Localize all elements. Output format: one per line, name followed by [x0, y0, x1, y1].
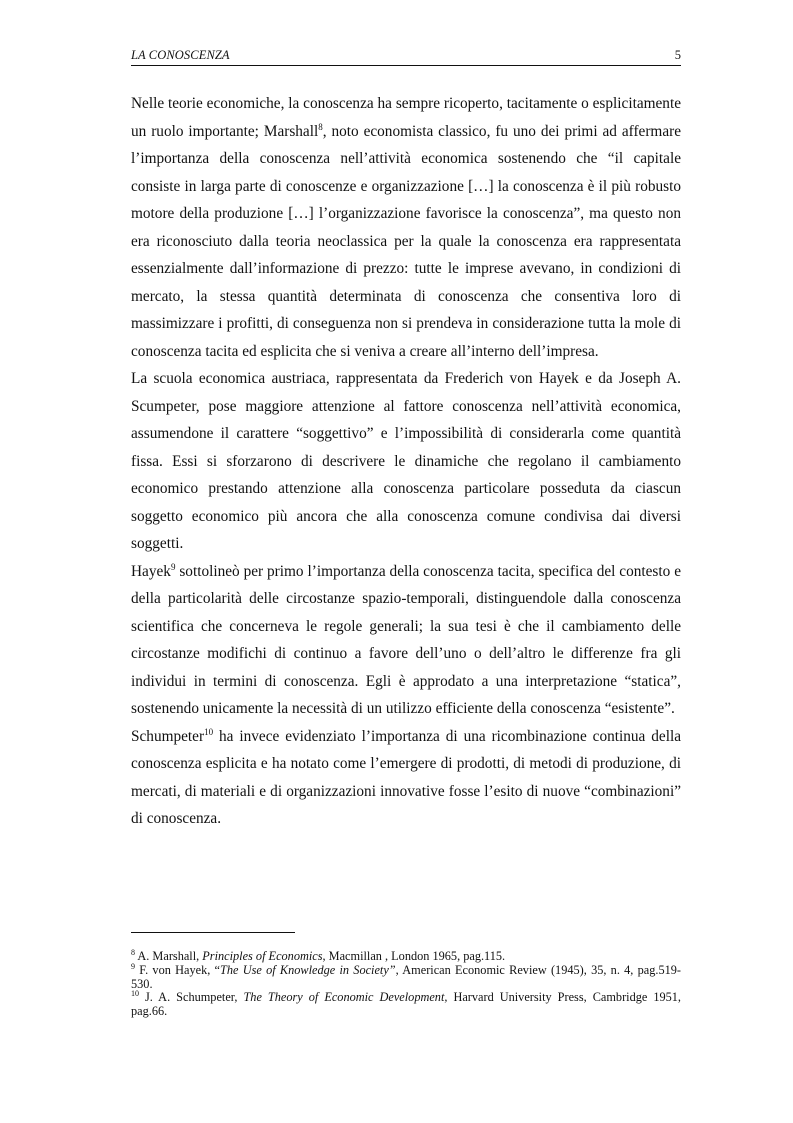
footnote-10: $^{10}$ J. A. Schumpeter, The Theory of Economic Development, Harvard University Press, Cambridge 1951, pag.66.	[131, 989, 682, 1019]
footnote-9: $^9$ F. von Hayek, “The Use of Knowledge in Society”, American Economic Review (1945), 35, n. 4, pag.519-530.	[131, 961, 682, 991]
page-number: 5	[674, 48, 681, 62]
footnote-8: $^8$ A. Marshall, Principles of Economics, Macmillan , London 1965, pag.115.	[131, 947, 506, 963]
footnote-separator	[131, 932, 295, 933]
paragraph-schumpeter: Schumpeter$^{10}$ ha invece evidenziato l’importanza di una ricombinazione continua della conoscenza esplicita e ha notato come l’emergere di prodotti, di metodi di produzione, di mercati, di materiali e di organizzazioni innovative fosse l’esito di nuove “combinazioni” di conoscenza.	[131, 726, 681, 827]
footnote-ref-10[interactable]: 10	[204, 726, 214, 737]
paragraph-austrian-school: La scuola economica austriaca, rappresentata da Frederich von Hayek e da Joseph A. Scumpeter, pose maggiore attenzione al fattore conoscenza nell’attività economica, assumendone il carattere “soggettivo” e l’impossibilità di considerarla come quantità fissa. Essi si sforzarono di descrivere le dinamiche che regolano il cambiamento economico prestando attenzione alla conoscenza particolare posseduta da ciascun soggetto economico più ancora che alla conoscenza comune condivisa dai diversi soggetti.	[131, 370, 681, 552]
footnote-ref-8[interactable]: 8	[318, 121, 323, 132]
running-header	[131, 46, 681, 66]
paragraph-hayek: Hayek$^9$ sottolineò per primo l’importanza della conoscenza tacita, specifica del contesto e della particolarità delle circostanze spazio-temporali, distinguendole dalla conoscenza scientifica che concerneva le regole generali; la sua tesi è che il cambiamento delle circostanze modifichi di continuo a favore dell’uno o dell’altro le differenze fra gli individui in termini di conoscenza. Egli è approdato a una interpretazione “statica”, sostenendo unicamente la necessità di un utilizzo efficiente della conoscenza “esistente”.	[131, 561, 681, 717]
chapter-title: LA CONOSCENZA	[131, 48, 230, 62]
body-text	[131, 90, 681, 833]
footnotes	[131, 947, 682, 1019]
header-rule	[131, 65, 681, 66]
footnote-ref-9[interactable]: 9	[170, 561, 176, 572]
paragraph-marshall: Nelle teorie economiche, la conoscenza ha sempre ricoperto, tacitamente o esplicitamente un ruolo importante; Marshall$^8$, noto economista classico, fu uno dei primi ad affermare l’importanza della conoscenza nell’attività economica sostenendo che “il capitale consiste in larga parte di conoscenze e organizzazione […] la conoscenza è il più robusto motore della produzione […] l’organizzazione favorisce la conoscenza”, ma questo non era riconosciuto dalla teoria neoclassica per la quale la conoscenza era rappresentata essenzialmente dall’informazione di prezzo: tutte le imprese avevano, in condizioni di mercato, la stessa quantità determinata di conoscenza che consentiva loro di massimizzare i profitti, di conseguenza non si prendeva in considerazione tutta la mole di conoscenza tacita ed esplicita che si veniva a creare all’interno dell’impresa.	[131, 95, 682, 360]
